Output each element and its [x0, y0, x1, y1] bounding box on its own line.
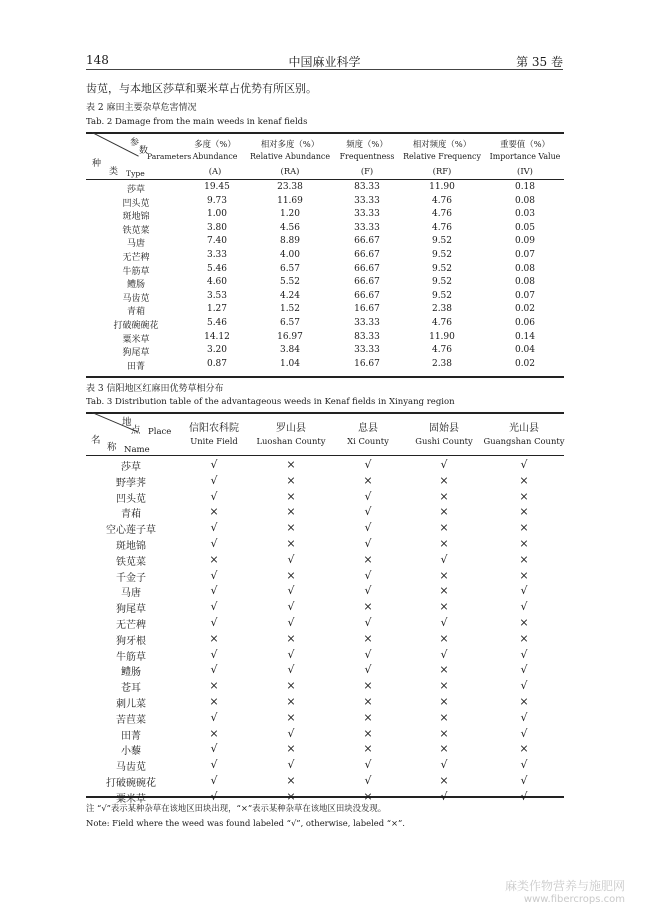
weed-name-cell: 牛筋草 [122, 266, 150, 277]
page-number: 148 [86, 53, 109, 67]
presence-mark: × [363, 679, 373, 693]
value-cell: 2.38 [431, 358, 453, 369]
table-row [86, 489, 564, 505]
table-row [86, 504, 564, 520]
value-cell: 14.12 [204, 331, 230, 342]
weed-name-cell: 狗尾草 [122, 348, 150, 359]
value-cell: 4.24 [279, 290, 301, 301]
weed-name-cell: 鳢肠 [121, 667, 141, 679]
weed-name-cell: 狗尾草 [116, 604, 146, 616]
presence-mark: × [363, 473, 373, 487]
presence-mark: √ [364, 774, 372, 787]
value-cell: 1.04 [279, 358, 301, 369]
watermark-url: www.fibercrops.com [523, 894, 625, 905]
value-cell: 33.33 [354, 209, 380, 220]
table-row [86, 678, 564, 694]
weed-name-cell: 狗牙根 [116, 635, 146, 647]
column-header: 光山县 [509, 423, 539, 434]
table-row [86, 552, 564, 568]
value-cell: 0.18 [514, 182, 536, 192]
value-cell: 0.07 [514, 250, 536, 260]
column-header: 息县 [358, 423, 378, 434]
weed-name-cell: 田菁 [126, 361, 145, 372]
presence-mark: √ [364, 584, 372, 598]
value-cell: 11.90 [429, 182, 455, 192]
table2-caption-cn: 表 2 麻田主要杂草危害情况 [86, 103, 197, 113]
table-row [86, 726, 564, 742]
table-row [86, 710, 564, 726]
value-cell: 66.67 [354, 277, 380, 288]
column-header: 相对多度（%） [260, 139, 320, 149]
value-cell: 66.67 [354, 236, 380, 247]
value-cell: 4.60 [206, 277, 228, 288]
presence-mark: √ [440, 789, 448, 803]
presence-mark: √ [364, 521, 372, 535]
table-row [86, 236, 564, 249]
presence-mark: √ [520, 726, 528, 740]
value-cell: 9.52 [431, 250, 453, 260]
presence-mark: × [439, 631, 449, 645]
table-row [86, 304, 564, 317]
presence-mark: × [286, 521, 296, 535]
running-header [86, 53, 563, 70]
table-row [86, 209, 564, 222]
presence-mark: √ [210, 473, 218, 487]
weed-name-cell: 凹头苋 [116, 493, 146, 505]
presence-mark: × [439, 710, 449, 724]
table-row [86, 318, 564, 331]
column-header: 信阳农科院 [189, 423, 239, 434]
table-row [86, 741, 564, 757]
presence-mark: √ [210, 600, 218, 614]
watermark [505, 879, 625, 907]
presence-mark: × [209, 631, 219, 645]
presence-mark: √ [364, 663, 372, 677]
presence-mark: × [519, 742, 529, 756]
presence-mark: √ [287, 726, 295, 740]
presence-mark: √ [210, 647, 218, 661]
presence-mark: √ [287, 552, 295, 566]
value-cell: 0.05 [514, 222, 536, 233]
table-row [86, 773, 564, 789]
presence-mark: × [286, 774, 296, 787]
table-row [86, 264, 564, 277]
presence-mark: × [363, 600, 373, 614]
column-header: 相对频度（%） [412, 139, 472, 149]
value-cell: 5.46 [206, 263, 228, 274]
weed-name-cell: 马唐 [121, 588, 141, 600]
table2-caption-en: Tab. 2 Damage from the main weeds in kenaf fields [86, 117, 308, 127]
value-cell: 0.08 [514, 195, 536, 206]
table-row [86, 662, 564, 678]
presence-mark: × [519, 521, 529, 535]
presence-mark: × [439, 584, 449, 598]
presence-mark: × [363, 789, 373, 803]
presence-mark: √ [364, 647, 372, 661]
value-cell: 9.52 [431, 263, 453, 274]
weed-name-cell: 无芒稗 [122, 253, 150, 263]
value-cell: 5.46 [206, 318, 228, 328]
presence-mark: √ [364, 505, 372, 519]
column-header: 罗山县 [276, 423, 306, 434]
table-row [86, 332, 564, 345]
presence-mark: √ [520, 758, 528, 772]
presence-mark: × [286, 695, 296, 708]
value-cell: 4.56 [279, 222, 301, 233]
value-cell: 33.33 [354, 345, 380, 356]
presence-mark: × [439, 537, 449, 550]
presence-mark: × [439, 600, 449, 614]
table-row [86, 182, 564, 195]
value-cell: 6.57 [279, 318, 301, 328]
value-cell: 33.33 [354, 195, 380, 206]
value-cell: 83.33 [354, 182, 380, 192]
presence-mark: √ [287, 616, 295, 629]
table-row [86, 647, 564, 663]
value-cell: 0.09 [514, 236, 536, 247]
value-cell: 23.38 [277, 182, 303, 192]
presence-mark: √ [287, 663, 295, 677]
value-cell: 4.76 [431, 222, 453, 233]
value-cell: 2.38 [431, 304, 453, 315]
table-note-cn: 注 “√”表示某种杂草在该地区田块出现，“×”表示某种杂草在该地区田块没发现。 [86, 803, 387, 813]
presence-mark: √ [520, 647, 528, 661]
value-cell: 0.03 [514, 209, 536, 220]
presence-mark: × [286, 489, 296, 503]
value-cell: 3.84 [279, 345, 301, 356]
weed-name-cell: 苦苣菜 [116, 714, 146, 726]
presence-mark: × [363, 695, 373, 708]
presence-mark: × [519, 505, 529, 519]
column-header: 频度（%） [346, 139, 388, 149]
column-header: 固始县 [429, 423, 459, 434]
value-cell: 1.00 [206, 209, 228, 220]
presence-mark: √ [210, 568, 218, 582]
presence-mark: × [439, 695, 449, 708]
presence-mark: × [286, 742, 296, 756]
value-cell: 16.97 [277, 331, 303, 342]
weed-name-cell: 马唐 [126, 239, 145, 250]
value-cell: 0.08 [514, 277, 536, 288]
column-header: 重要值（%） [500, 139, 550, 149]
presence-mark: × [439, 726, 449, 740]
table-row [86, 568, 564, 584]
presence-mark: × [363, 710, 373, 724]
presence-mark: × [519, 489, 529, 503]
table2-top-rule [86, 132, 564, 134]
value-cell: 3.53 [206, 290, 228, 301]
weed-name-cell: 千金子 [116, 572, 146, 584]
value-cell: 66.67 [354, 290, 380, 301]
value-cell: 16.67 [354, 358, 380, 369]
value-cell: 3.20 [206, 345, 228, 356]
presence-mark: √ [210, 458, 218, 471]
presence-mark: √ [287, 647, 295, 661]
value-cell: 0.06 [514, 318, 536, 328]
presence-mark: √ [520, 789, 528, 803]
table-row [86, 694, 564, 710]
presence-mark: × [286, 458, 296, 471]
weed-name-cell: 凹头苋 [122, 198, 150, 209]
watermark-title: 麻类作物营养与施肥网 [504, 879, 625, 893]
table-note-en: Note: Field where the weed was found labeled “√”, otherwise, labeled “×”. [86, 818, 405, 828]
presence-mark: × [519, 616, 529, 629]
weed-name-cell: 打破碗碗花 [106, 778, 156, 789]
presence-mark: √ [364, 489, 372, 503]
presence-mark: × [286, 710, 296, 724]
table-row [86, 277, 564, 290]
table-row [86, 583, 564, 599]
journal-page: 148 中国麻业科学 第 35 卷 齿苋，与本地区莎草和粟米草占优势有所区别。 表 2 麻田主要杂草危害情况 Tab. 2 Damage from the main weeds in kenaf fields 参 数 Parameters 种 类 Type 多度（%） Abundance (A) 相对多度（%） Relative Abundance (RA) 频度（%） Frequentness (F) 相对频度（%） Relative Frequency (RF) 重要值（%） Importance Value (IV) 莎草 19.45 23.38 83.33 11.90 0.18 凹头苋 9.73 11.69 33.33 4.76 0.08 斑地锦 1.00 1.20 33.33 4.76 0.03 铁苋菜 3.80 4.56 33.33 4.76 0.05 马唐 7.40 8.89 66.67 9.52 0.09 无芒稗 3.33 4.00 66.67 9.52 0.07 牛筋草 5.46 6.57 66.67 9.52 0.08 鳢肠 4.60 5.52 66.67 9.52 0.08 马齿苋 3.53 4.24 66.67 9.52 0.07 青葙 1.27 1.52 16.67 2.38 0.02 打破碗碗花 5.46 6.57 33.33 4.76 0.06 粟米草 14.12 16.97 83.33 11.90 0.14 狗尾草 3.20 3.84 33.33 4.76 0.04 田菁 0.87 1.04 16.67 2.38 0.02 表 3 信阳地区红麻田优势草相分布 Tab. 3 Distribution table of the advantageous weeds in Kenaf fields in Xinyang region 地 点 Place 名 称 Name 信阳农科院 Unite Field 罗山县 Luoshan County 息县 Xi County 固始县 Gushi County 光山县 Guangshan County 莎草 √ × √ √ √ 野荸荠 √ × × × × 凹头苋 √ × √ × × 青葙 × × √ × × 空心莲子草 √ × √ × × 斑地锦 √ × √ × × 铁苋菜 × √ × √ × 千金子 √ × √ × × 马唐 √ √ √ × √ 狗尾草 √ √ × × √ 无芒稗 √ √ √ √ × 狗牙根 × × × × × 牛筋草 √ √ √ √ √ 鳢肠 √ √ √ × √ 苍耳 × × × × √ 刺儿菜 × × × × × 苦苣菜 √ × × × √ 田菁 × √ × × √ 小藜 √ × × × × 马齿苋 √ √ √ √ √ 打破碗碗花 √ × √ × √ 粟米草 √ × × √ √ 注 “√”表示某种杂草在该地区田块出现，“×”表示某种杂草在该地区田块没发现。 Note: Field where the weed was found labeled “√”, otherwise, labeled “×”. 麻类作物营养与施肥网 www.fibercrops.com [86, 53, 625, 905]
presence-mark: √ [440, 458, 448, 471]
presence-mark: √ [440, 647, 448, 661]
weed-name-cell: 空心莲子草 [106, 525, 156, 537]
weed-name-cell: 铁苋菜 [116, 556, 146, 568]
value-cell: 33.33 [354, 318, 380, 328]
presence-mark: √ [364, 458, 372, 471]
value-cell: 0.08 [514, 263, 536, 274]
presence-mark: × [439, 742, 449, 756]
presence-mark: √ [440, 758, 448, 772]
presence-mark: × [286, 789, 296, 803]
presence-mark: × [286, 679, 296, 693]
presence-mark: × [439, 663, 449, 677]
presence-mark: × [439, 774, 449, 787]
presence-mark: × [439, 473, 449, 487]
weed-name-cell: 野荸荠 [116, 477, 146, 489]
presence-mark: √ [210, 789, 218, 803]
table-row [86, 599, 564, 615]
table-row [86, 196, 564, 209]
value-cell: 4.00 [279, 250, 301, 260]
value-cell: 9.52 [431, 236, 453, 247]
weed-name-cell: 莎草 [126, 185, 145, 195]
presence-mark: √ [364, 758, 372, 772]
table-row [86, 615, 564, 631]
table-row [86, 359, 564, 372]
weed-name-cell: 无芒稗 [116, 620, 146, 631]
table-row [86, 631, 564, 647]
presence-mark: √ [520, 663, 528, 677]
weed-name-cell: 田菁 [121, 730, 141, 742]
journal-title: 中国麻业科学 [288, 55, 361, 69]
weed-name-cell: 粟米草 [122, 334, 150, 345]
table2-bottom-rule [86, 376, 564, 378]
value-cell: 9.52 [431, 290, 453, 301]
table-row [86, 457, 564, 473]
weed-name-cell: 铁苋菜 [122, 225, 150, 236]
presence-mark: √ [440, 552, 448, 566]
value-cell: 3.80 [206, 222, 228, 233]
value-cell: 4.76 [431, 209, 453, 220]
weed-name-cell: 牛筋草 [116, 651, 146, 663]
presence-mark: √ [520, 774, 528, 787]
presence-mark: × [286, 631, 296, 645]
weed-name-cell: 小藜 [121, 746, 141, 758]
presence-mark: × [286, 537, 296, 550]
value-cell: 11.90 [429, 331, 455, 342]
weed-name-cell: 斑地锦 [122, 212, 150, 223]
presence-mark: × [209, 505, 219, 519]
presence-mark: × [519, 631, 529, 645]
column-header: 多度（%） [194, 139, 236, 149]
presence-mark: √ [210, 616, 218, 629]
value-cell: 66.67 [354, 263, 380, 274]
table-row [86, 536, 564, 552]
value-cell: 9.73 [206, 195, 228, 206]
table3-header-rule [86, 455, 564, 456]
weed-name-cell: 莎草 [121, 462, 141, 473]
value-cell: 3.33 [206, 250, 228, 260]
value-cell: 19.45 [204, 182, 230, 192]
value-cell: 0.04 [514, 345, 536, 356]
weed-name-cell: 刺儿菜 [116, 699, 146, 710]
value-cell: 0.87 [206, 358, 228, 369]
value-cell: 11.69 [277, 195, 303, 206]
presence-mark: × [363, 726, 373, 740]
value-cell: 4.76 [431, 318, 453, 328]
presence-mark: √ [210, 774, 218, 787]
presence-mark: √ [210, 710, 218, 724]
presence-mark: √ [210, 758, 218, 772]
weed-name-cell: 鳢肠 [126, 280, 145, 291]
presence-mark: × [209, 679, 219, 693]
value-cell: 0.14 [514, 331, 536, 342]
presence-mark: × [363, 631, 373, 645]
presence-mark: √ [520, 679, 528, 693]
table2-header-rule [86, 179, 564, 180]
presence-mark: √ [364, 616, 372, 629]
presence-mark: × [519, 473, 529, 487]
value-cell: 5.52 [279, 277, 301, 288]
value-cell: 66.67 [354, 250, 380, 260]
presence-mark: √ [364, 568, 372, 582]
presence-mark: × [209, 552, 219, 566]
table3-caption-en: Tab. 3 Distribution table of the advantageous weeds in Kenaf fields in Xinyang region [86, 397, 455, 407]
value-cell: 4.76 [431, 195, 453, 206]
presence-mark: × [439, 505, 449, 519]
presence-mark: × [286, 473, 296, 487]
presence-mark: √ [364, 537, 372, 550]
table-row [86, 223, 564, 236]
presence-mark: √ [520, 710, 528, 724]
value-cell: 4.76 [431, 345, 453, 356]
presence-mark: × [209, 726, 219, 740]
presence-mark: √ [210, 489, 218, 503]
presence-mark: √ [210, 537, 218, 550]
table-row [86, 757, 564, 773]
presence-mark: √ [210, 742, 218, 756]
presence-mark: √ [287, 600, 295, 614]
value-cell: 1.20 [279, 209, 301, 220]
weed-name-cell: 马齿苋 [122, 293, 150, 304]
value-cell: 0.02 [514, 304, 536, 315]
presence-mark: × [286, 568, 296, 582]
presence-mark: × [519, 695, 529, 708]
value-cell: 1.52 [279, 304, 301, 315]
value-cell: 7.40 [206, 236, 228, 247]
weed-name-cell: 马齿苋 [116, 762, 146, 774]
presence-mark: √ [520, 600, 528, 614]
value-cell: 8.89 [279, 236, 301, 247]
presence-mark: × [439, 679, 449, 693]
presence-mark: × [439, 489, 449, 503]
body-text: 齿苋，与本地区莎草和粟米草占优势有所区别。 [86, 82, 317, 95]
presence-mark: √ [520, 458, 528, 471]
presence-mark: √ [440, 616, 448, 629]
presence-mark: √ [520, 584, 528, 598]
presence-mark: × [209, 695, 219, 708]
weed-name-cell: 斑地锦 [116, 541, 146, 552]
value-cell: 33.33 [354, 222, 380, 233]
value-cell: 0.02 [514, 358, 536, 369]
presence-mark: × [439, 568, 449, 582]
value-cell: 83.33 [354, 331, 380, 342]
value-cell: 1.27 [206, 304, 228, 315]
presence-mark: × [363, 742, 373, 756]
table-row [86, 473, 564, 489]
volume-label: 第 35 卷 [516, 55, 563, 69]
weed-name-cell: 苍耳 [121, 683, 141, 695]
presence-mark: √ [210, 663, 218, 677]
presence-mark: √ [287, 758, 295, 772]
presence-mark: √ [287, 584, 295, 598]
value-cell: 9.52 [431, 277, 453, 288]
presence-mark: × [363, 552, 373, 566]
weed-name-cell: 粟米草 [116, 793, 146, 805]
presence-mark: × [519, 552, 529, 566]
table3-top-rule [86, 412, 564, 414]
presence-mark: √ [210, 584, 218, 598]
weed-name-cell: 青葙 [121, 509, 141, 521]
table-row [86, 520, 564, 536]
presence-mark: × [286, 505, 296, 519]
presence-mark: √ [210, 521, 218, 535]
presence-mark: × [519, 568, 529, 582]
weed-name-cell: 打破碗碗花 [113, 321, 159, 331]
table3-caption-cn: 表 3 信阳地区红麻田优势草相分布 [86, 384, 224, 394]
table-row [86, 345, 564, 358]
table-row [86, 291, 564, 304]
value-cell: 6.57 [279, 263, 301, 274]
table-row [86, 250, 564, 263]
value-cell: 16.67 [354, 304, 380, 315]
weed-name-cell: 青葙 [126, 307, 145, 318]
presence-mark: × [439, 521, 449, 535]
presence-mark: × [519, 537, 529, 550]
value-cell: 0.07 [514, 290, 536, 301]
